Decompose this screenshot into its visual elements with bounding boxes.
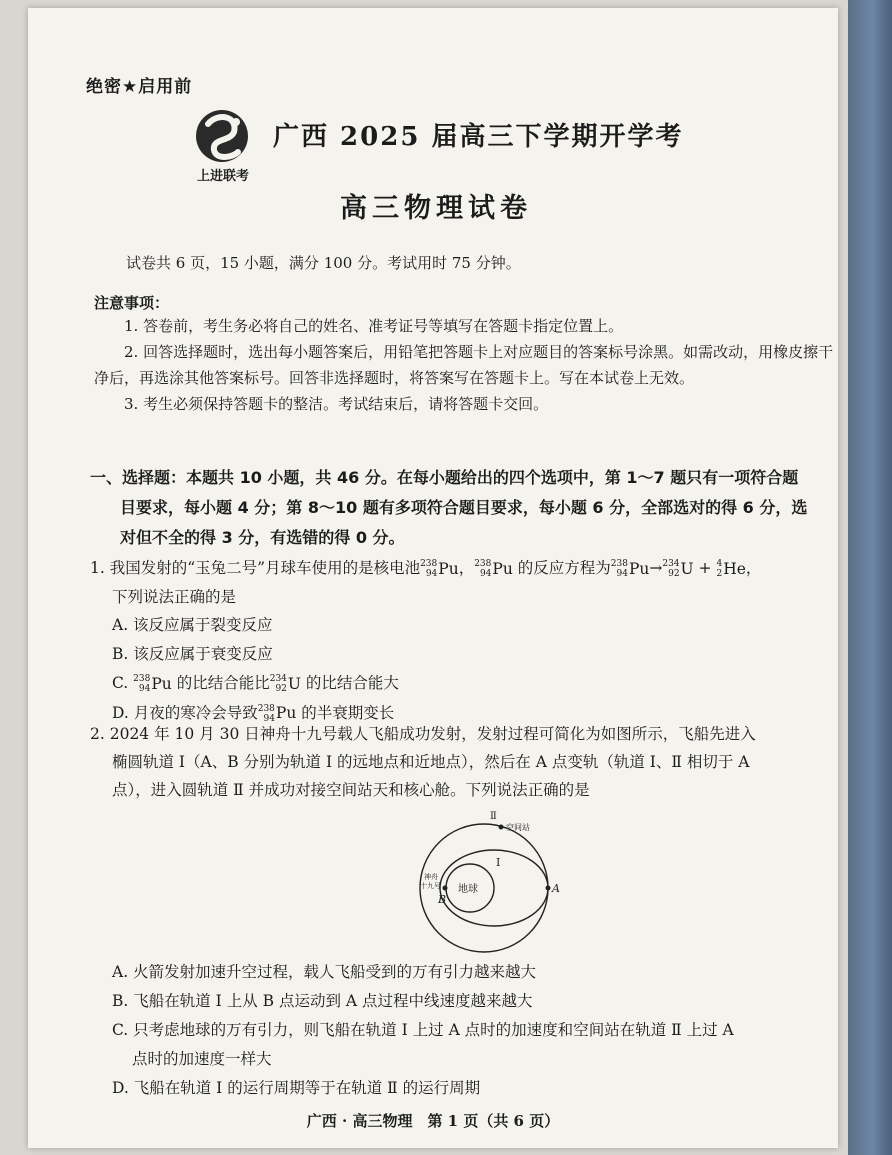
label-orbit-ii: Ⅱ <box>490 811 497 822</box>
atomic-number: 94 <box>425 569 438 579</box>
q2-option-b: B. 飞船在轨道 Ⅰ 上从 B 点运动到 A 点过程中线速度越来越大 <box>112 992 533 1010</box>
q1-option-b: B. 该反应属于衰变反应 <box>112 645 273 663</box>
plus-sign: + <box>693 559 717 577</box>
logo-text: 上进联考 <box>196 169 250 184</box>
exam-title: 广西 2025 届高三下学期开学考 <box>273 122 684 152</box>
section-heading-line: 对但不全的得 3 分，有选错的得 0 分。 <box>120 528 405 547</box>
q2-option-c: C. 只考虑地球的万有引力，则飞船在轨道 Ⅰ 上过 A 点时的加速度和空间站在轨道 Ⅱ 上过 A <box>112 1021 734 1039</box>
q2-option-a: A. 火箭发射加速升空过程，载人飞船受到的万有引力越来越大 <box>112 963 537 981</box>
q2-stem-line: 椭圆轨道 Ⅰ（A、B 分别为轨道 Ⅰ 的远地点和近地点），然后在 A 点变轨（轨道 Ⅰ、Ⅱ 相切于 A <box>112 753 750 771</box>
nuclide-pu <box>611 555 650 583</box>
subject-title: 高三物理试卷 <box>340 193 532 224</box>
notice-heading: 注意事项： <box>94 294 170 312</box>
atomic-number: 94 <box>138 684 151 694</box>
nuclide-u <box>270 670 301 699</box>
section-heading-line: 一、选择题：本题共 10 小题，共 46 分。在每小题给出的四个选项中，第 1～7 题只有一项符合题 <box>90 468 799 487</box>
element-symbol: Pu <box>438 560 459 578</box>
atomic-number: 2 <box>716 569 723 579</box>
nuclide-pu <box>420 555 459 583</box>
mass-number: 238 <box>257 703 275 714</box>
question-2 <box>90 720 838 804</box>
point-a <box>546 886 551 891</box>
atomic-number: 94 <box>479 569 492 579</box>
q1-stem-line2: 下列说法正确的是 <box>112 588 237 606</box>
mass-number: 4 <box>716 559 723 569</box>
nuclide-u <box>662 555 693 583</box>
label-space-station: 空间站 <box>506 823 530 832</box>
secret-label: 绝密★启用前 <box>86 77 193 97</box>
section-heading-line: 目要求，每小题 4 分；第 8～10 题有多项符合题目要求，每小题 6 分，全部选对的得 6 分，选 <box>120 498 808 517</box>
notice-item: 2. 回答选择题时，选出每小题答案后，用铅笔把答题卡上对应题目的答案标号涂黑。如需改动，用橡皮擦干净后，再选涂其他答案标号。回答非选择题时，将答案写在答题卡上。写在本试卷上无效。 <box>94 343 834 387</box>
page-edge-strip <box>848 0 892 1155</box>
atomic-number: 94 <box>616 569 628 579</box>
label-ship-1: 神舟 <box>424 873 438 881</box>
reaction-arrow: → <box>649 559 663 577</box>
q2-stem-line: 2. 2024 年 10 月 30 日神舟十九号载人飞船成功发射，发射过程可简化为如图所示，飞船先进入 <box>90 725 756 743</box>
element-symbol: He <box>723 560 746 578</box>
exam-intro: 试卷共 6 页，15 小题，满分 100 分。考试用时 75 分钟。 <box>126 254 521 272</box>
q1-stem-text: 1. 我国发射的“玉兔二号”月球车使用的是核电池 <box>90 559 421 577</box>
nuclide-pu <box>474 555 513 583</box>
nuclide-he <box>716 555 745 583</box>
exam-paper <box>28 8 838 1148</box>
element-symbol: U <box>287 674 301 693</box>
question-1 <box>90 554 838 728</box>
q1-option-c-text: 的比结合能比 <box>171 674 270 692</box>
point-b <box>443 886 448 891</box>
logo-icon <box>188 106 258 186</box>
mass-number: 238 <box>474 559 492 569</box>
atomic-number: 94 <box>263 713 275 724</box>
mass-number: 238 <box>420 559 438 569</box>
orbit-diagram-svg <box>384 806 574 956</box>
label-earth: 地球 <box>458 884 478 895</box>
section-heading <box>90 463 838 553</box>
mass-number: 238 <box>610 559 628 569</box>
element-symbol: U <box>680 560 694 578</box>
q1-option-a: A. 该反应属于裂变反应 <box>112 616 273 634</box>
notice-item: 3. 考生必须保持答题卡的整洁。考试结束后，请将答题卡交回。 <box>124 395 549 413</box>
question-1-stem <box>90 554 838 611</box>
mass-number: 234 <box>269 674 287 684</box>
q1-option-c-text: C. <box>112 674 134 692</box>
notice-list <box>94 313 834 417</box>
nuclide-pu <box>133 670 172 699</box>
notice-item: 1. 答卷前，考生务必将自己的姓名、准考证号等填写在答题卡指定位置上。 <box>124 317 624 335</box>
q1-stem-end: ， <box>745 559 762 577</box>
q2-stem-line: 点），进入圆轨道 Ⅱ 并成功对接空间站天和核心舱。下列说法正确的是 <box>112 781 590 799</box>
page-footer: 广西 · 高三物理 第 1 页（共 6 页） <box>306 1112 560 1130</box>
element-symbol: Pu <box>151 674 172 693</box>
element-symbol: Pu <box>275 704 297 722</box>
q2-option-c-cont: 点时的加速度一样大 <box>132 1050 272 1068</box>
q1-option-c <box>90 669 838 699</box>
mass-number: 238 <box>133 674 151 684</box>
element-symbol: Pu <box>628 560 650 578</box>
q1-option-d-text: D. 月夜的寒冷会导致 <box>112 703 258 722</box>
mass-number: 234 <box>662 559 680 569</box>
element-symbol: Pu <box>492 560 513 578</box>
orbit-diagram <box>384 806 574 956</box>
q1-stem-text: 的反应方程为 <box>512 559 611 577</box>
atomic-number: 92 <box>668 569 680 579</box>
q1-option-c-text: 的比结合能大 <box>300 674 399 692</box>
label-ship-2: 十九号 <box>420 882 441 890</box>
question-2-options <box>90 958 838 1103</box>
q2-option-d: D. 飞船在轨道 Ⅰ 的运行周期等于在轨道 Ⅱ 的运行周期 <box>112 1079 481 1097</box>
label-orbit-i: Ⅰ <box>496 856 501 869</box>
exam-logo <box>188 106 258 186</box>
space-station-dot <box>499 825 504 830</box>
label-point-b: B <box>438 893 447 906</box>
q1-option-d-text: 的半衰期变长 <box>296 703 395 722</box>
atomic-number: 92 <box>275 684 287 694</box>
label-point-a: A <box>552 882 560 895</box>
q1-stem-sep: ， <box>458 559 475 577</box>
